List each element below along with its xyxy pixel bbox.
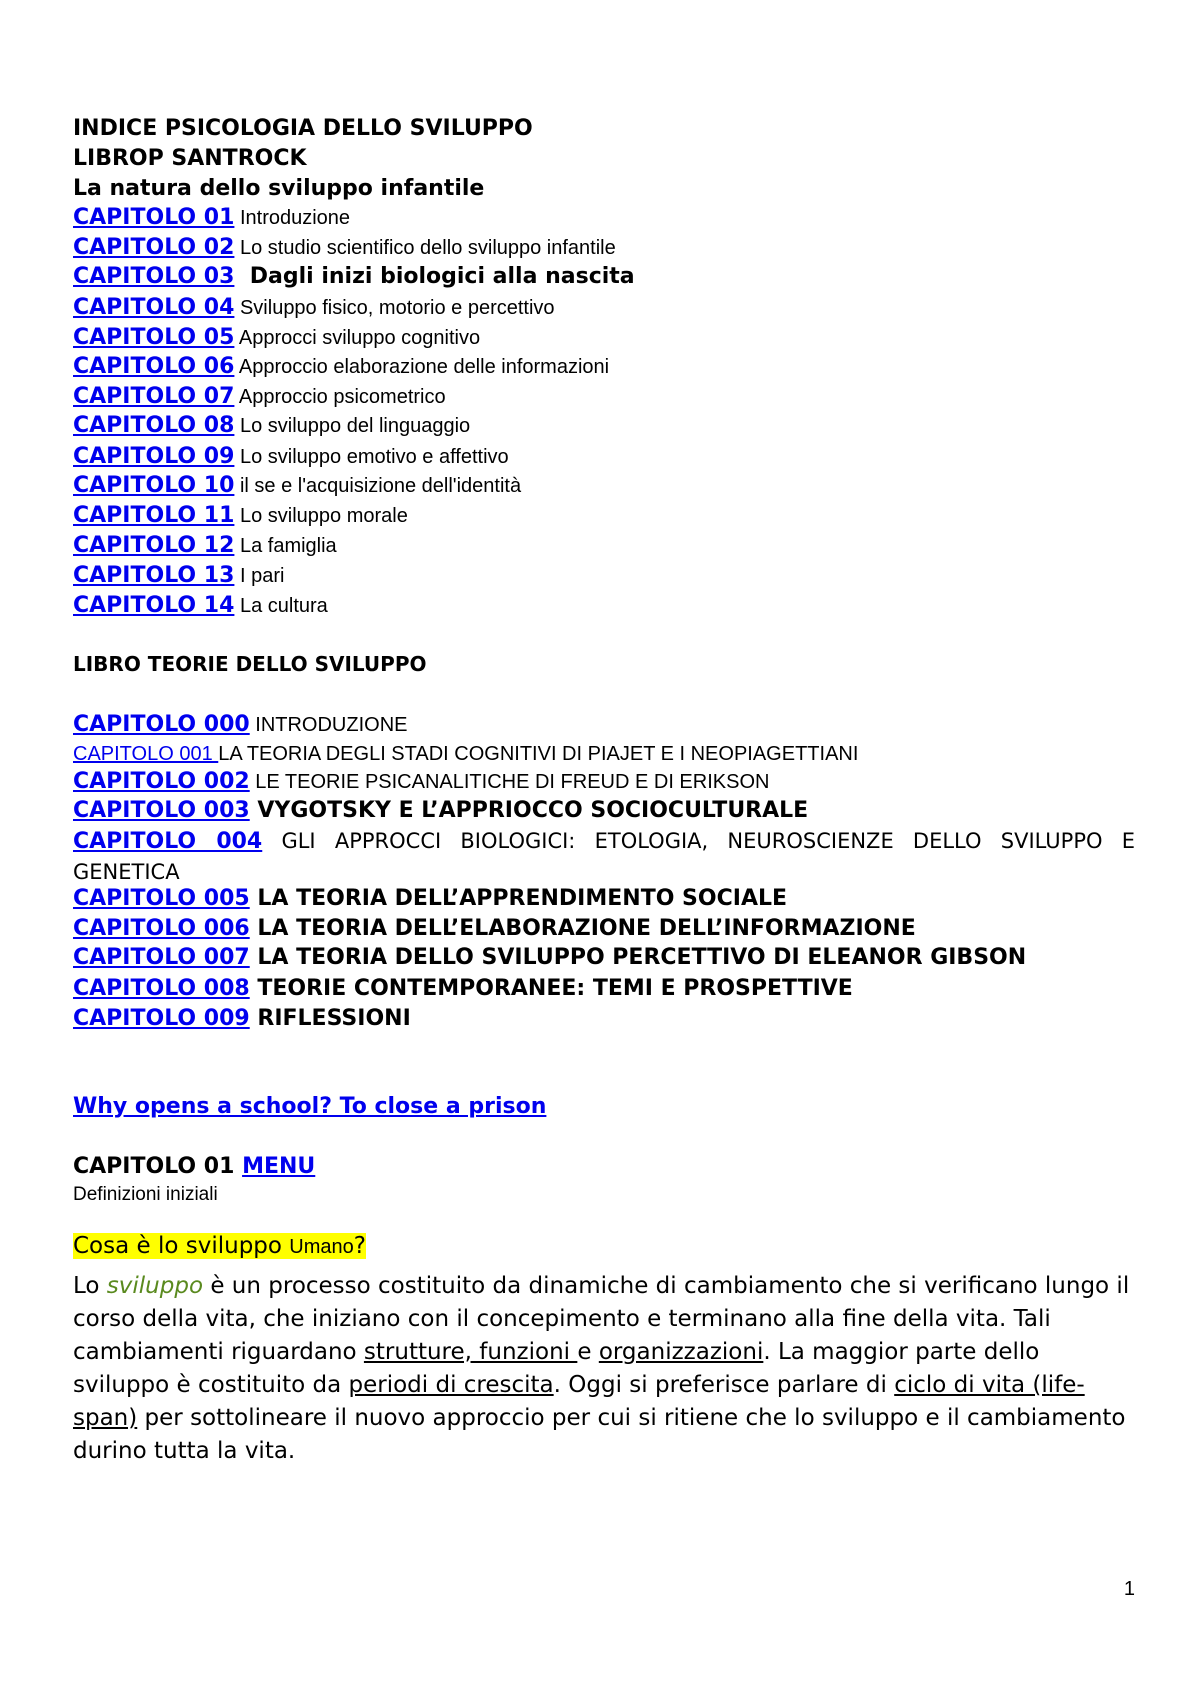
chapter-link[interactable]: CAPITOLO 09 [73,444,235,469]
toc-row [73,207,350,229]
term-ciclo: ciclo di vita (life-span) [73,1372,1085,1431]
chapter-link[interactable]: CAPITOLO 001 [73,743,219,765]
chapter-link[interactable]: CAPITOLO 10 [73,473,235,498]
chapter-desc: Approccio psicometrico [234,386,446,408]
book-santrock-heading: LIBROP SANTROCK [73,146,307,171]
chapter-desc: INTRODUZIONE [249,714,408,736]
index-title: INDICE PSICOLOGIA DELLO SVILUPPO [73,116,533,141]
chapter-desc: VYGOTSKY E L’APPRIOCCO SOCIOCULTURALE [249,798,809,823]
chapter-link[interactable]: CAPITOLO 14 [73,593,235,618]
term-organizzazioni: organizzazioni [598,1339,764,1365]
chapter-link[interactable]: CAPITOLO 007 [73,945,250,970]
text-run: e [577,1339,599,1365]
toc-row [73,826,1135,887]
chapter-desc: LA TEORIA DEGLI STADI COGNITIVI DI PIAJET E I NEOPIAGETTIANI [218,743,859,765]
toc-row [73,888,787,910]
chapter-link[interactable]: CAPITOLO 02 [73,235,235,260]
chapter-link[interactable]: CAPITOLO 04 [73,295,235,320]
menu-link[interactable]: MENU [242,1154,316,1179]
chapter-link[interactable]: CAPITOLO 000 [73,712,250,737]
page-number: 1 [1123,1578,1135,1600]
chapter-link[interactable]: CAPITOLO 12 [73,533,235,558]
toc-row [73,918,916,940]
toc-row [73,327,480,349]
chapter-link[interactable]: CAPITOLO 11 [73,503,235,528]
toc-row [73,415,470,437]
chapter-link[interactable]: CAPITOLO 003 [73,798,250,823]
toc-row [73,771,769,793]
chapter-desc: Sviluppo fisico, motorio e percettivo [234,297,555,319]
chapter-link[interactable]: CAPITOLO 08 [73,413,235,438]
chapter-link[interactable]: CAPITOLO 03 [73,264,235,289]
chapter-desc: Dagli inizi biologici alla nascita [249,264,635,289]
question-text: Cosa è lo sviluppo [73,1233,290,1259]
toc-row [73,595,328,617]
question-highlight [73,1233,366,1259]
chapter-link[interactable]: CAPITOLO 002 [73,769,250,794]
chapter-link[interactable]: CAPITOLO 05 [73,325,235,350]
toc-row [73,505,408,527]
chapter-link[interactable]: CAPITOLO 004 [73,829,263,854]
chapter-desc: Lo sviluppo del linguaggio [234,415,471,437]
chapter-desc: Approcci sviluppo cognitivo [234,327,481,349]
chapter-link[interactable]: CAPITOLO 008 [73,976,250,1001]
chapter-link[interactable]: CAPITOLO 009 [73,1006,250,1031]
chapter1-subheading: Definizioni iniziali [73,1184,218,1205]
term-periodi: periodi di crescita [348,1372,554,1398]
chapter-desc: Lo studio scientifico dello sviluppo infantile [234,237,616,259]
section-heading: La natura dello sviluppo infantile [73,176,485,201]
toc-row [73,800,808,822]
question-heading [73,1235,366,1258]
chapter-desc: La cultura [234,595,328,617]
chapter-desc: Introduzione [234,207,351,229]
book-teorie-heading: LIBRO TEORIE DELLO SVILUPPO [73,652,427,676]
toc-row [73,475,521,497]
toc-row [73,1008,411,1030]
term-sviluppo: sviluppo [106,1273,204,1299]
chapter-link[interactable]: CAPITOLO 01 [73,205,235,230]
toc-row [73,386,446,408]
quote-link-row [73,1096,546,1118]
text-run: Lo [73,1273,107,1299]
toc-row [73,714,408,736]
chapter-link[interactable]: CAPITOLO 006 [73,916,250,941]
definition-paragraph [73,1270,1135,1468]
chapter-desc: Approccio elaborazione delle informazioni [234,356,610,378]
toc-row [73,535,337,557]
chapter-desc: GLI APPROCCI BIOLOGICI: ETOLOGIA, NEUROSCIENZE DELLO SVILUPPO E GENETICA [73,829,1135,884]
term-strutture: strutture, funzioni [363,1339,578,1365]
chapter-desc: I pari [234,565,285,587]
chapter-link[interactable]: CAPITOLO 005 [73,886,250,911]
text-run: per sottolineare il nuovo approccio per cui si ritiene che lo sviluppo e il cambiamento durino tutta la vita. [73,1405,1126,1464]
chapter-desc: LE TEORIE PSICANALITICHE DI FREUD E DI ERIKSON [249,771,770,793]
toc-row [73,297,555,319]
chapter-desc: LA TEORIA DELL’ELABORAZIONE DELL’INFORMAZIONE [249,916,916,941]
chapter-desc: Lo sviluppo morale [234,505,408,527]
chapter-desc: TEORIE CONTEMPORANEE: TEMI E PROSPETTIVE [249,976,853,1001]
text-run: è un processo costituito da dinamiche di cambiamento che si verificano lungo il corso della vita, che iniziano con il concepimento e terminano alla fine della vita. Tali cambiamenti riguardano [73,1273,1130,1365]
text-run: . Oggi si preferisce parlare di [553,1372,895,1398]
chapter-desc: RIFLESSIONI [249,1006,411,1031]
question-umano: Umano [289,1236,354,1258]
toc-row [73,947,1026,969]
chapter-desc: Lo sviluppo emotivo e affettivo [234,446,509,468]
quote-link[interactable]: Why opens a school? To close a prison [73,1094,547,1119]
toc-row [73,356,609,378]
chapter1-heading [73,1156,315,1178]
toc-row [73,978,853,1000]
text-run: . La maggior parte dello sviluppo è costituito da [73,1339,1040,1398]
toc-row [73,237,616,259]
chapter-desc: il se e l'acquisizione dell'identità [234,475,522,497]
toc-row [73,266,635,288]
toc-row [73,744,858,764]
toc-row [73,565,284,587]
chapter-desc: LA TEORIA DELL’APPRENDIMENTO SOCIALE [249,886,788,911]
chapter-desc: La famiglia [234,535,337,557]
question-mark: ? [353,1233,366,1259]
toc-row [73,446,509,468]
chapter-desc: LA TEORIA DELLO SVILUPPO PERCETTIVO DI ELEANOR GIBSON [249,945,1027,970]
chapter-link[interactable]: CAPITOLO 07 [73,384,235,409]
chapter1-title: CAPITOLO 01 [73,1154,243,1179]
chapter-link[interactable]: CAPITOLO 13 [73,563,235,588]
chapter-link[interactable]: CAPITOLO 06 [73,354,235,379]
